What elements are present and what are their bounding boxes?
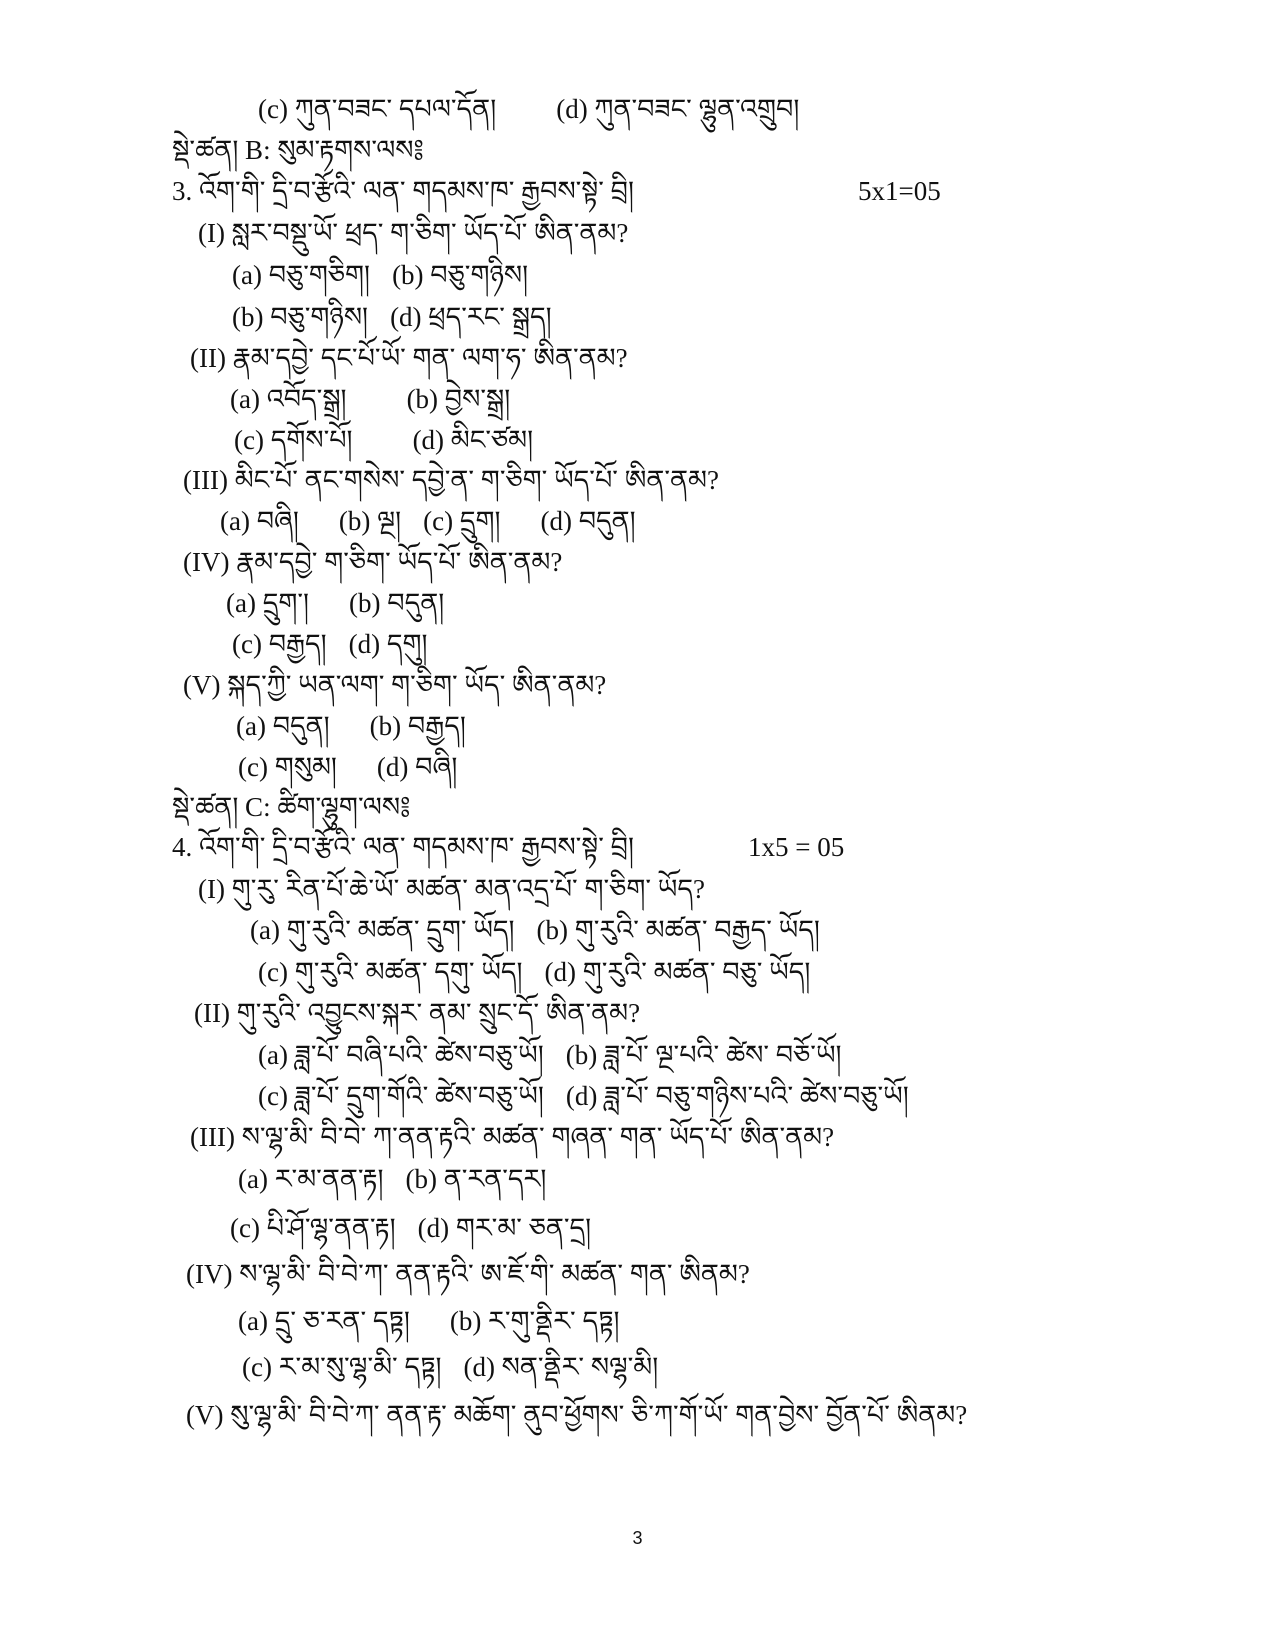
option-d: (d) མིང་ཙམ། bbox=[412, 425, 534, 455]
section-c-heading: སྡེ་ཚན། C: ཚིག་ལྷུག་ལས༔ bbox=[172, 792, 411, 822]
option-a: (a) བཅུ་གཅིག། bbox=[232, 260, 371, 290]
q3-part-iii: (III) མིང་པོ་ ནང་གསེས་ དབྱེ་ན་ ག་ཅིག་ ཡོད་པོ་ ཨིན་ནམ? bbox=[183, 465, 719, 495]
option-c: (c) པི་ཤོ་ལྷ་ནན་རྟ། bbox=[230, 1213, 396, 1243]
option-b: (b) བརྒྱད། bbox=[369, 711, 466, 741]
q3-part-i: (I) སླར་བསྡུ་ཡོ་ ཕྲད་ ག་ཅིག་ ཡོད་པོ་ ཨིན་ནམ? bbox=[198, 218, 629, 248]
q4-part-iv: (IV) ས་ལྷ་མི་ བི་བེ་ཀ་ ནན་རྟའི་ ཨ་ཇོ་གི་ མཚན་ གན་ ཨིནམ? bbox=[186, 1259, 750, 1289]
q4-iii-options-row2 bbox=[230, 1211, 591, 1245]
q3-part-v: (V) སྐད་ཀྱི་ ཡན་ལག་ ག་ཅིག་ ཡོད་ ཨིན་ནམ? bbox=[183, 670, 607, 700]
option-b: (b) བྱེས་སྒྲ། bbox=[406, 384, 511, 414]
option-b: (b) ལྔ། bbox=[338, 506, 402, 536]
option-b: (b) ན་རན་དར། bbox=[405, 1164, 547, 1194]
option-a: (a) བཞི། bbox=[220, 506, 299, 536]
option-c: (c) གསུམ། bbox=[238, 752, 337, 782]
question-3-marks: 5x1=05 bbox=[858, 176, 941, 206]
option-c: (c) དགོས་པོ། bbox=[234, 425, 353, 455]
q3-part-iv: (IV) རྣམ་དབྱེ་ ག་ཅིག་ ཡོད་པོ་ ཨིན་ནམ? bbox=[183, 547, 563, 577]
option-b: (b) བདུན། bbox=[349, 588, 445, 618]
option-d: (d) གུ་རུའི་ མཚན་ བཅུ་ ཡོད། bbox=[544, 957, 811, 987]
q3-iv-options-row2 bbox=[232, 627, 428, 661]
option-a: (a) ར་མ་ནན་རྟ། bbox=[238, 1164, 384, 1194]
q3-ii-options-row1 bbox=[230, 382, 510, 416]
q4-iv-options-row2 bbox=[242, 1350, 658, 1384]
option-d: (d) ཀུན་བཟང་ ལྷུན་འགྲུབ། bbox=[556, 94, 800, 124]
q4-ii-options-row1 bbox=[258, 1038, 842, 1072]
option-b: (b) བཅུ་གཉིས། bbox=[392, 260, 529, 290]
option-c: (c) ཟླ་པོ་ དྲུག་གོའི་ ཚེས་བཅུ་ཡོ། bbox=[258, 1081, 544, 1111]
option-a: (a) འབོད་སྒྲ། bbox=[230, 384, 347, 414]
q4-part-ii: (II) གུ་རུའི་ འབྱུངས་སྐར་ ནམ་ སྲུང་དོ་ ཨིན་ནམ? bbox=[194, 998, 641, 1028]
question-4: 4. འོག་གི་ དྲི་བ་རྩོའི་ ལན་ གདམས་ཁ་ རྒྱབས་སྟེ་ བྲི། bbox=[172, 832, 634, 862]
question-4-marks: 1x5 = 05 bbox=[748, 832, 845, 862]
page-number: 3 bbox=[632, 1528, 643, 1548]
option-c: (c) དྲུག། bbox=[423, 506, 501, 536]
option-d: (d) བཞི། bbox=[376, 752, 458, 782]
option-b: (b) ར་གུ་ནྡིར་ དཏྟ། bbox=[449, 1306, 620, 1336]
q3-iv-options-row1 bbox=[226, 586, 444, 620]
option-c: (c) ར་མ་སུ་ལྷ་མི་ དཏྟ། bbox=[242, 1352, 442, 1382]
q3-v-options-row2 bbox=[238, 750, 457, 784]
option-c: (c) བརྒྱད། bbox=[232, 629, 327, 659]
question-3: 3. འོག་གི་ དྲི་བ་རྩོའི་ ལན་ གདམས་ཁ་ རྒྱབས་སྟེ་ བྲི། bbox=[172, 176, 634, 206]
option-d: (d) གར་མ་ ཅན་དྲ། bbox=[417, 1213, 592, 1243]
option-d: (d) བདུན། bbox=[540, 506, 636, 536]
option-c: (c) ཀུན་བཟང་ དཔལ་དོན། bbox=[258, 94, 497, 124]
q3-part-ii: (II) རྣམ་དབྱེ་ དང་པོ་ཡོ་ གན་ ལག་ཧ་ ཨིན་ནམ? bbox=[190, 343, 628, 373]
q4-part-v: (V) སུ་ལྷ་མི་ བི་བེ་ཀ་ ནན་རྟ་ མཆོག་ ནུབ་ཕྱོགས་ ཅི་ཀ་གོ་ཡོ་ གན་བྱེས་ བྱོན་པོ་ ཨིནམ? bbox=[186, 1400, 968, 1430]
q3-v-options-row1 bbox=[236, 709, 466, 743]
option-b: (b) ཟླ་པོ་ ལྔ་པའི་ ཚེས་ བཅོ་ཡོ། bbox=[565, 1040, 842, 1070]
option-a: (a) དྲུ་ ཅ་རན་ དཏྟ། bbox=[238, 1306, 410, 1336]
option-a: (a) ཟླ་པོ་ བཞི་པའི་ ཚེས་བཅུ་ཡོ། bbox=[258, 1040, 544, 1070]
option-d: (d) དགུ། bbox=[348, 629, 428, 659]
option-b: (b) བཅུ་གཉིས། bbox=[232, 302, 369, 332]
option-a: (a) བདུན། bbox=[236, 711, 330, 741]
option-d: (d) ཟླ་པོ་ བཅུ་གཉིས་པའི་ ཚེས་བཅུ་ཡོ། bbox=[565, 1081, 909, 1111]
option-a: (a) གུ་རུའི་ མཚན་ དྲུག་ ཡོད། bbox=[250, 915, 515, 945]
q3-i-options-row2 bbox=[232, 300, 552, 334]
option-c: (c) གུ་རུའི་ མཚན་ དགུ་ ཡོད། bbox=[258, 957, 523, 987]
q4-i-options-row2 bbox=[258, 955, 810, 989]
section-b-heading: སྡེ་ཚན། B: སུམ་རྟགས་ལས༔ bbox=[172, 135, 424, 165]
q4-ii-options-row2 bbox=[258, 1079, 909, 1113]
q4-iv-options-row1 bbox=[238, 1304, 619, 1338]
q4-part-iii: (III) ས་ལྷ་མི་ བི་བེ་ ཀ་ནན་རྟའི་ མཚན་ གཞན་ གན་ ཡོད་པོ་ ཨིན་ནམ? bbox=[190, 1122, 835, 1152]
q4-iii-options-row1 bbox=[238, 1162, 546, 1196]
option-a: (a) དྲུག་། bbox=[226, 588, 310, 618]
option-d: (d) སན་ནྡིར་ སལྷ་མི། bbox=[463, 1352, 659, 1382]
option-d: (d) ཕྲད་རང་ སྒྲད། bbox=[390, 302, 552, 332]
q4-i-options-row1 bbox=[250, 913, 820, 947]
option-b: (b) གུ་རུའི་ མཚན་ བརྒྱད་ ཡོད། bbox=[536, 915, 820, 945]
q3-i-options-row1 bbox=[232, 258, 528, 292]
q3-iii-options-row bbox=[220, 504, 636, 538]
q3-ii-options-row2 bbox=[234, 423, 533, 457]
q4-part-i: (I) གུ་རུ་ རིན་པོ་ཆེ་ཡོ་ མཚན་ མན་འདྲ་པོ་ ག་ཅིག་ ཡོད? bbox=[198, 874, 705, 904]
prev-options-row bbox=[258, 92, 799, 126]
